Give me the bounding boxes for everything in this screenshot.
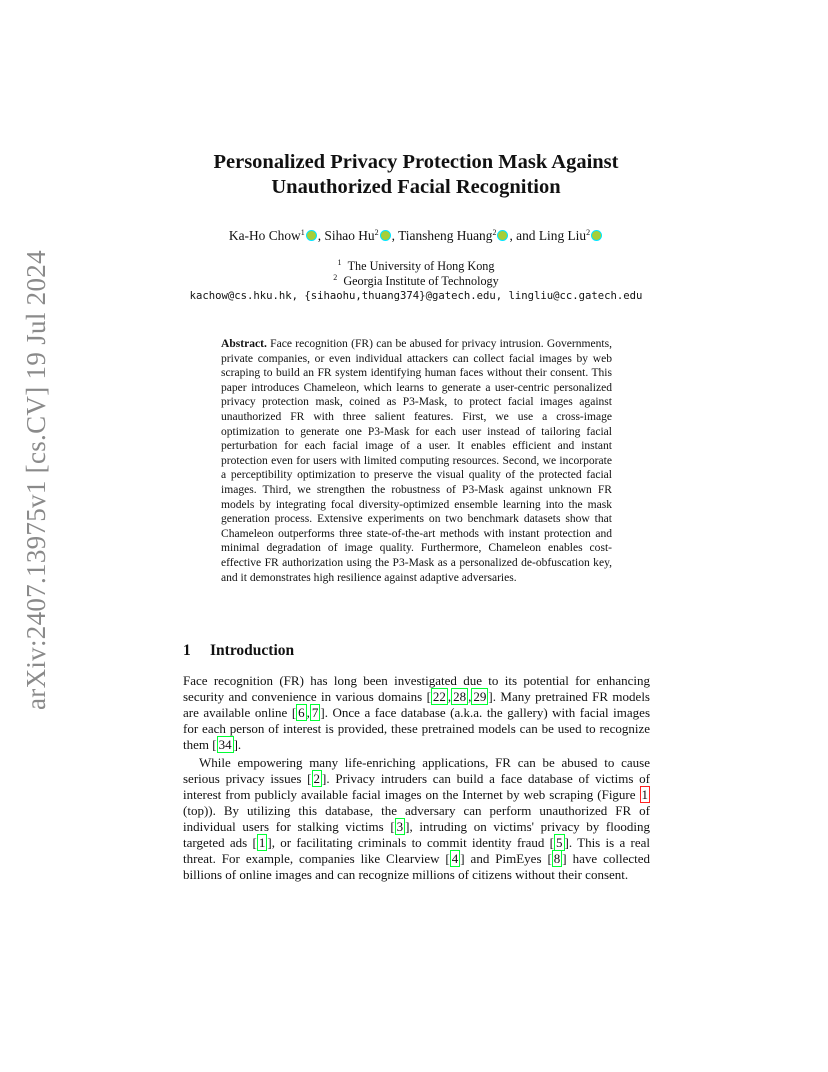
- author-name: Ka-Ho Chow: [228, 228, 301, 243]
- paragraph-text: ]. Many pretrained FR models are available online [: [183, 689, 650, 720]
- paragraph-text: ]. Once a face database (a.k.a. the gallery) with facial images for each person of interest is provided, these pretrained models can be used to recognize them [: [183, 705, 651, 752]
- paragraph-text: ].: [233, 737, 242, 752]
- author-affiliation-mark: 1: [300, 228, 305, 237]
- affiliation-1: [150, 259, 682, 274]
- affiliation-name: Georgia Institute of Technology: [343, 274, 499, 288]
- paragraph-text: While empowering many life-enriching applications, FR can be abused to cause serious privacy issues [: [183, 755, 650, 786]
- intro-paragraph-1: [183, 673, 650, 753]
- orcid-icon[interactable]: [497, 230, 508, 241]
- paragraph-text: ]. Privacy intruders can build a face database of victims of interest from publicly available facial images on the Internet by web scraping (Figure: [183, 771, 651, 802]
- orcid-icon[interactable]: [380, 230, 391, 241]
- citation-link[interactable]: 29: [473, 689, 487, 704]
- citation-link[interactable]: 5: [556, 835, 563, 850]
- paragraph-text: ] and PimEyes [: [460, 851, 552, 866]
- citation-link[interactable]: 2: [313, 771, 320, 786]
- paragraph-text: ], intruding on victims' privacy by flooding targeted ads [: [183, 819, 650, 850]
- author-separator: ,: [317, 228, 325, 243]
- arxiv-identifier: arXiv:2407.13975v1 [cs.CV] 19 Jul 2024: [21, 250, 51, 710]
- paragraph-text: ,: [468, 689, 472, 704]
- title-line-1: Personalized Privacy Protection Mask Against: [213, 151, 619, 173]
- affiliation-name: The University of Hong Kong: [347, 259, 495, 273]
- affiliation-number: 1: [337, 258, 342, 267]
- abstract-label: Abstract.: [221, 338, 267, 350]
- paragraph-text: (top)). By utilizing this database, the adversary can perform unauthorized FR of individual users for stalking victims [: [183, 803, 650, 834]
- section-number: 1: [183, 642, 191, 659]
- abstract-text: Face recognition (FR) can be abused for privacy intrusion. Governments, private companies, or even individual attackers can collect facial images by web scraping to build an FR system identifying human faces without their consent. This paper introduces Chameleon, which learns to generate a user-centric personalized privacy protection mask, coined as P3-Mask, to protect facial images against unauthorized FR with three salient features. First, we use a cross-image optimization to generate one P3-Mask for each user instead of tailoring facial perturbation for each facial image of a user. It enables efficient and instant protection even for users with limited computing resources. Second, we incorporate a perceptibility optimization to preserve the visual quality of the protected facial images. Third, we strengthen the robustness of P3-Mask against unknown FR models by integrating focal diversity-optimized ensemble learning into the mask generation process. Extensive experiments on two benchmark datasets show that Chameleon outperforms three state-of-the-art methods with instant protection and minimal degradation of image quality. Furthermore, Chameleon enables cost-effective FR authorization using the P3-Mask as a personalized de-obfuscation key, and it demonstrates high resilience against adaptive adversaries.: [221, 338, 613, 584]
- author-list: [150, 228, 682, 244]
- paragraph-text: ,: [447, 689, 452, 704]
- author-conjunction: , and: [509, 228, 539, 243]
- paper-title: [150, 150, 682, 200]
- orcid-icon[interactable]: [591, 230, 602, 241]
- paragraph-text: ] have collected billions of online images and can recognize millions of citizens without their consent.: [183, 851, 650, 882]
- citation-link[interactable]: 28: [453, 689, 467, 704]
- paragraph-text: ], or facilitating criminals to commit identity fraud [: [267, 835, 554, 850]
- author-affiliation-mark: 2: [492, 228, 497, 237]
- citation-link[interactable]: 22: [432, 689, 446, 704]
- author-name: Tiansheng Huang: [398, 228, 493, 243]
- citation-link[interactable]: 3: [396, 819, 404, 834]
- author-separator: ,: [391, 228, 399, 243]
- section-title: Introduction: [210, 642, 295, 659]
- paragraph-text: Face recognition (FR) has long been investigated due to its potential for enhancing security and convenience in various domains [: [183, 673, 650, 704]
- author-emails: kachow@cs.hku.hk, {sihaohu,thuang374}@gatech.edu, lingliu@cc.gatech.edu: [189, 290, 643, 302]
- figure-link[interactable]: 1: [641, 787, 648, 802]
- citation-link[interactable]: 8: [553, 851, 561, 866]
- title-line-2: Unauthorized Facial Recognition: [271, 176, 561, 198]
- citation-link[interactable]: 34: [218, 737, 232, 752]
- citation-link[interactable]: 1: [258, 835, 266, 850]
- citation-link[interactable]: 4: [451, 851, 459, 866]
- affiliation-number: 2: [333, 273, 338, 282]
- paragraph-text: ,: [306, 705, 310, 720]
- affiliation-2: [150, 274, 682, 289]
- orcid-icon[interactable]: [306, 230, 317, 241]
- citation-link[interactable]: 7: [311, 705, 319, 720]
- paragraph-text: ]. This is a real threat. For example, companies like Clearview [: [183, 835, 650, 866]
- intro-paragraph-2: [183, 755, 650, 883]
- author-affiliation-mark: 2: [374, 228, 379, 237]
- section-heading: [183, 642, 294, 660]
- author-name: Sihao Hu: [324, 228, 375, 243]
- abstract: [221, 337, 612, 585]
- citation-link[interactable]: 6: [298, 705, 305, 720]
- author-affiliation-mark: 2: [586, 228, 591, 237]
- author-name: Ling Liu: [538, 228, 587, 243]
